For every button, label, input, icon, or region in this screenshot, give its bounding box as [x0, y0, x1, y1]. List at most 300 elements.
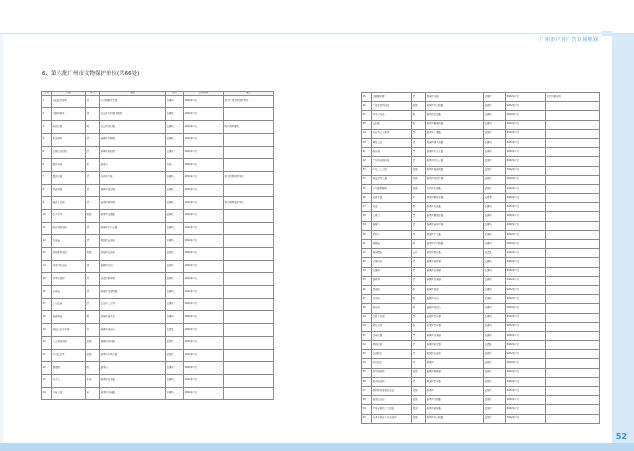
table-cell: 黄埔军校旧址 [52, 248, 86, 261]
table-cell [546, 102, 600, 111]
table-row [362, 368, 600, 377]
table-row [42, 311, 274, 324]
table-cell: 2002年7月 [184, 159, 224, 172]
table-row [362, 304, 600, 313]
table-cell: 6 [42, 159, 52, 172]
table-cell: 民国 [412, 396, 426, 405]
table-cell [546, 387, 600, 396]
table-cell: 光孝寺 [52, 374, 86, 387]
table-cell: 清 [86, 146, 100, 159]
table-cell [546, 240, 600, 249]
table-cell: 越秀区中山四路 [426, 102, 484, 111]
table-cell: 清 [86, 184, 100, 197]
table-cell: 近现代 [166, 209, 184, 222]
table-cell: 明 [412, 322, 426, 331]
table-cell: 近现代 [484, 350, 506, 359]
table-cell: 56 [362, 377, 372, 386]
table-cell: 2002年7月 [506, 212, 546, 221]
table-cell: 题名石刻 [52, 159, 86, 172]
table-cell: 民国 [412, 166, 426, 175]
table-cell: 55 [362, 368, 372, 377]
table-cell: 清 [86, 286, 100, 299]
table-cell: 海珠区琶洲 [426, 285, 484, 294]
table-cell: 黄埔区长洲岛 [426, 350, 484, 359]
table-row [42, 362, 274, 375]
table-row [362, 175, 600, 184]
table-cell: 越秀区中山四路 [426, 240, 484, 249]
table-cell [224, 311, 274, 324]
table-cell: 怀圣寺光塔 [372, 111, 412, 120]
table-cell: 2002年7月 [506, 377, 546, 386]
table-cell: 虎门炮台 [372, 359, 412, 368]
table-cell: 2002年7月 [506, 166, 546, 175]
table-row [362, 414, 600, 423]
table-cell: 近现代 [484, 405, 506, 414]
table-cell: 41 [362, 240, 372, 249]
table-cell: 近现代 [166, 273, 184, 286]
table-row [362, 387, 600, 396]
table-cell: 番禺区榄核镇 [426, 368, 484, 377]
table-cell: 番禺区沙湾镇 [426, 331, 484, 340]
table-cell: 清 [86, 235, 100, 248]
table-cell: 2002年7月 [506, 138, 546, 147]
table-cell: 2002年7月 [184, 260, 224, 273]
table-cell: 2002年7月 [506, 350, 546, 359]
table-cell: 2002年7月 [506, 111, 546, 120]
table-cell: 近现代 [484, 93, 506, 102]
table-cell [546, 184, 600, 193]
table-cell: 番禺区莲花山 [426, 304, 484, 313]
table-cell: 越秀区教育路 [426, 249, 484, 258]
table-row [362, 148, 600, 157]
table-row [362, 377, 600, 386]
table-cell: 2002年7月 [506, 313, 546, 322]
table-cell: 古建筑 [484, 258, 506, 267]
table-cell: 4 [42, 133, 52, 146]
table-cell: 越秀区恤孤院路 [426, 166, 484, 175]
table-cell: 38 [362, 212, 372, 221]
table-cell: 古建筑 [484, 240, 506, 249]
table-cell [546, 129, 600, 138]
table-row [42, 273, 274, 286]
table-cell: 近现代 [484, 377, 506, 386]
table-cell: 2 [42, 108, 52, 121]
table-cell [546, 368, 600, 377]
table-cell: 古建筑 [166, 222, 184, 235]
table-cell: 近现代 [484, 359, 506, 368]
table-cell: 2002年7月 [184, 311, 224, 324]
table-cell: 清 [412, 157, 426, 166]
table-cell: 越秀区先烈中路 [426, 175, 484, 184]
table-cell [224, 286, 274, 299]
table-cell: 2002年7月 [184, 197, 224, 210]
table-cell: 宋 [86, 387, 100, 400]
table-cell: 清 [412, 129, 426, 138]
table-cell [224, 235, 274, 248]
table-cell: 民国 [86, 209, 100, 222]
table-cell: 近现代 [484, 368, 506, 377]
table-cell: 越秀山 [100, 362, 166, 375]
table-cell: 古建筑 [484, 230, 506, 239]
table-row [42, 159, 274, 172]
table-cell: 原为县级保护单位 [224, 197, 274, 210]
table-cell: 2002年7月 [184, 248, 224, 261]
table-cell: 22 [42, 362, 52, 375]
table-cell [224, 222, 274, 235]
table-cell: 仁威庙 [52, 286, 86, 299]
table-cell [546, 276, 600, 285]
table-cell: 广东咨议局旧址 [372, 157, 412, 166]
table-cell [546, 230, 600, 239]
table-cell: 2002年7月 [506, 396, 546, 405]
table-cell: 冼星海故居 [372, 368, 412, 377]
table-cell: 58 [362, 396, 372, 405]
table-row [362, 267, 600, 276]
table-cell [546, 331, 600, 340]
table-cell: 清 [86, 133, 100, 146]
table-cell [546, 377, 600, 386]
table-cell: 唐 [412, 111, 426, 120]
table-cell [546, 221, 600, 230]
table-cell [224, 298, 274, 311]
table-row [42, 95, 274, 108]
table-cell: 2002年7月 [506, 240, 546, 249]
table-cell: 越秀区解放北路 [426, 194, 484, 203]
table-cell: 詹天佑故居 [372, 377, 412, 386]
table-cell: 廖仲恺何香凝纪念馆 [372, 387, 412, 396]
table-cell: 2002年7月 [506, 157, 546, 166]
table-row [362, 276, 600, 285]
table-cell: 11 [42, 222, 52, 235]
table-row [362, 102, 600, 111]
table-cell: 海珠区新滘镇 [100, 184, 166, 197]
table-cell: 关帝庙 [52, 235, 86, 248]
table-cell: 民国 [86, 248, 100, 261]
table-cell: 清 [412, 377, 426, 386]
table-cell: 石刻 [166, 159, 184, 172]
table-cell: 已列为国家级 [546, 93, 600, 102]
table-cell: 民国 [412, 405, 426, 414]
table-cell: 民国 [412, 368, 426, 377]
table-cell: 57 [362, 387, 372, 396]
table-cell: 古建筑 [484, 111, 506, 120]
table-cell: 荔湾区中山七路 [426, 148, 484, 157]
table-cell: 毛泽东同志主办农讲所 [372, 414, 412, 423]
header-divider [0, 33, 634, 34]
table-cell: 2002年7月 [506, 93, 546, 102]
table-cell [546, 414, 600, 423]
table-row [42, 235, 274, 248]
table-cell: 黄埔古港 [372, 341, 412, 350]
table-row [42, 260, 274, 273]
table-row [362, 313, 600, 322]
table-cell [546, 249, 600, 258]
table-cell: 古建筑 [166, 146, 184, 159]
table-cell: 荔湾区下九路 [426, 230, 484, 239]
table-cell: 52 [362, 341, 372, 350]
table-cell: 古遗址 [484, 341, 506, 350]
table-cell: 近现代 [484, 129, 506, 138]
table-cell: 清 [86, 108, 100, 121]
table-cell: 清 [412, 341, 426, 350]
table-cell: 古仙馆及祠堂 [52, 95, 86, 108]
table-cell: 39 [362, 221, 372, 230]
table-cell: 2002年7月 [184, 121, 224, 134]
table-cell: 2002年7月 [184, 146, 224, 159]
table-cell: 清 [412, 331, 426, 340]
table-cell: 朱氏祠堂 [52, 133, 86, 146]
table-cell: 中山纪念堂 [52, 349, 86, 362]
table-cell: 古建筑 [484, 203, 506, 212]
table-cell: 清 [86, 260, 100, 273]
table-row [362, 341, 600, 350]
table-cell: 53 [362, 350, 372, 359]
table-cell [224, 362, 274, 375]
table-cell: 越秀区文德路 [100, 209, 166, 222]
table-row [362, 405, 600, 414]
table-cell: 番禺区南村镇 [426, 258, 484, 267]
table-cell [546, 396, 600, 405]
table-cell: 十九路军陵园 [372, 184, 412, 193]
table-cell: 民国 [412, 184, 426, 193]
table-cell: 古建筑 [166, 235, 184, 248]
table-cell: 清 [412, 313, 426, 322]
table-cell: 近现代 [166, 248, 184, 261]
table-cell: 黄埔区长洲岛 [100, 248, 166, 261]
table-row [362, 194, 600, 203]
table-row [42, 121, 274, 134]
table-cell: 古建筑 [484, 331, 506, 340]
table-cell: 近现代 [484, 184, 506, 193]
table-cell: 2002年7月 [184, 184, 224, 197]
header-title: 广州市户外广告专项规划 [539, 37, 598, 43]
table-row [362, 203, 600, 212]
table-cell: 古建筑 [484, 221, 506, 230]
table-row [362, 285, 600, 294]
table-cell: 古遗址 [484, 249, 506, 258]
column-header: 公布时间 [184, 92, 224, 96]
table-cell: 镇海楼 [52, 362, 86, 375]
table-cell [546, 350, 600, 359]
table-cell: 古建筑 [166, 286, 184, 299]
table-cell: 16 [42, 286, 52, 299]
table-cell: 南越王墓 [372, 194, 412, 203]
table-row [42, 222, 274, 235]
table-cell: 黄花岗烈士墓 [372, 175, 412, 184]
table-cell [546, 313, 600, 322]
table-cell: 48 [362, 304, 372, 313]
table-cell: 33 [362, 166, 372, 175]
table-cell: 13 [42, 248, 52, 261]
table-row [362, 249, 600, 258]
table-cell: 荔湾区沙面 [426, 93, 484, 102]
table-cell: 荔湾区中山七路 [100, 222, 166, 235]
table-row [42, 336, 274, 349]
table-row [42, 387, 274, 400]
table-cell: 古建筑 [166, 184, 184, 197]
table-cell [224, 387, 274, 400]
table-row [362, 221, 600, 230]
table-cell: 2002年7月 [184, 108, 224, 121]
table-cell [546, 166, 600, 175]
table-cell: 2002年7月 [506, 194, 546, 203]
table-cell: 洪秀全故居 [52, 273, 86, 286]
table-cell: 2002年7月 [184, 374, 224, 387]
table-cell: 2002年7月 [506, 405, 546, 414]
table-cell: 12 [42, 235, 52, 248]
table-cell: 7 [42, 171, 52, 184]
section-title: 6、第六批广州市文物保护单位(共66处) [42, 71, 140, 77]
table-cell: 古建筑 [484, 138, 506, 147]
table-cell: 明 [86, 121, 100, 134]
header-accent [602, 31, 612, 36]
table-cell: 近现代 [484, 414, 506, 423]
table-cell: 鲁迅纪念馆 [372, 396, 412, 405]
table-cell: 古建筑 [484, 285, 506, 294]
table-cell: 明 [412, 120, 426, 129]
table-cell: 34 [362, 175, 372, 184]
table-cell: 清 [412, 93, 426, 102]
table-cell: 清 [412, 212, 426, 221]
table-cell: 越秀区中山三路 [426, 157, 484, 166]
table-cell: 2002年7月 [506, 221, 546, 230]
table-cell: 白云区龙归镇 [100, 121, 166, 134]
table-cell: 36 [362, 194, 372, 203]
table-cell [546, 295, 600, 304]
table-cell [224, 146, 274, 159]
table-row [362, 111, 600, 120]
table-cell: 19 [42, 324, 52, 337]
table-cell: 越秀区越华路 [426, 405, 484, 414]
table-cell: 2002年7月 [506, 295, 546, 304]
table-cell: 大元帅府旧址 [52, 336, 86, 349]
table-cell: 清 [412, 138, 426, 147]
table-cell: 华林寺 [372, 230, 412, 239]
table-cell: 民国 [412, 414, 426, 423]
table-cell: 番禺区石楼镇 [100, 133, 166, 146]
table-cell: 2002年7月 [506, 331, 546, 340]
table-cell: 越秀区惠福西路 [426, 120, 484, 129]
table-cell: 44 [362, 267, 372, 276]
table-cell: 古建筑 [166, 95, 184, 108]
table-cell: 42 [362, 249, 372, 258]
table-cell: 越秀区惠福东路 [426, 212, 484, 221]
table-cell [224, 374, 274, 387]
table-row [42, 146, 274, 159]
table-cell [546, 285, 600, 294]
table-cell: 15 [42, 273, 52, 286]
table-cell [546, 148, 600, 157]
table-cell: 2002年7月 [506, 276, 546, 285]
table-cell: 越秀区光塔路 [426, 203, 484, 212]
table-cell: 3 [42, 121, 52, 134]
table-cell: 古遗址 [166, 324, 184, 337]
table-cell: 唐 [412, 203, 426, 212]
table-cell: 47 [362, 295, 372, 304]
table-cell: 37 [362, 203, 372, 212]
table-cell: 清 [412, 276, 426, 285]
table-cell: 2002年7月 [506, 258, 546, 267]
table-cell: 花都区炭步镇 [426, 313, 484, 322]
table-cell: 海珠区南华中路 [426, 221, 484, 230]
table-cell: 2002年7月 [184, 324, 224, 337]
table-cell [546, 405, 600, 414]
table-cell [546, 194, 600, 203]
table-cell: 城隍庙 [372, 240, 412, 249]
table-cell: 番禺区沙湾镇 [426, 276, 484, 285]
table-row [42, 248, 274, 261]
table-cell: 番禺区莲花山 [100, 324, 166, 337]
table-cell: 59 [362, 405, 372, 414]
table-cell: 清 [86, 197, 100, 210]
table-cell [546, 267, 600, 276]
table-cell: 越秀区文明路 [426, 396, 484, 405]
table-cell: 古建筑 [166, 197, 184, 210]
table-cell: 2002年7月 [184, 222, 224, 235]
table-cell: 2002年7月 [184, 171, 224, 184]
table-cell: 民国 [86, 349, 100, 362]
table-cell: 2002年7月 [506, 203, 546, 212]
table-cell: 明 [412, 295, 426, 304]
table-cell: 宋 [86, 159, 100, 172]
table-cell: 资政大夫祠 [372, 313, 412, 322]
table-row [42, 349, 274, 362]
table-cell: 余荫山房旧址 [52, 146, 86, 159]
table-cell [546, 203, 600, 212]
table-row [42, 184, 274, 197]
table-cell: 孔子学堂 [52, 209, 86, 222]
table-row [362, 295, 600, 304]
table-cell: 沙湾古镇 [372, 331, 412, 340]
table-cell: 谭氏宗祠 [52, 171, 86, 184]
table-cell: 46 [362, 285, 372, 294]
table-cell: 近现代 [166, 336, 184, 349]
table-row [42, 209, 274, 222]
table-cell: 南海神庙 [52, 311, 86, 324]
table-cell: 60 [362, 414, 372, 423]
table-cell: 隋 [86, 311, 100, 324]
table-cell: 花都区炭步镇 [426, 322, 484, 331]
table-cell [224, 324, 274, 337]
table-cell: 近现代 [166, 349, 184, 362]
table-cell: 54 [362, 359, 372, 368]
table-cell: 民国 [412, 387, 426, 396]
table-cell: 古建筑 [484, 276, 506, 285]
table-cell: 清 [86, 171, 100, 184]
table-cell [224, 349, 274, 362]
table-row [42, 108, 274, 121]
table-cell: 明 [412, 285, 426, 294]
table-cell: 2002年7月 [506, 304, 546, 313]
table-row [362, 138, 600, 147]
table-cell: 古建筑 [166, 298, 184, 311]
table-cell [546, 359, 600, 368]
table-cell: 留耕堂 [372, 276, 412, 285]
table-cell: 2002年7月 [506, 285, 546, 294]
table-cell: 35 [362, 184, 372, 193]
table-cell: 宝墨园 [372, 267, 412, 276]
table-cell: 近现代 [484, 387, 506, 396]
table-cell: 番禺区南村镇 [100, 146, 166, 159]
table-cell [546, 304, 600, 313]
column-header: 年代 [86, 92, 100, 96]
table-cell: 海幢寺 [372, 221, 412, 230]
table-cell: 民国 [412, 175, 426, 184]
table-cell: 古建筑 [484, 120, 506, 129]
table-cell: 汉 [86, 324, 100, 337]
table-cell: 石室圣心大教堂 [372, 129, 412, 138]
table-cell: 31 [362, 148, 372, 157]
